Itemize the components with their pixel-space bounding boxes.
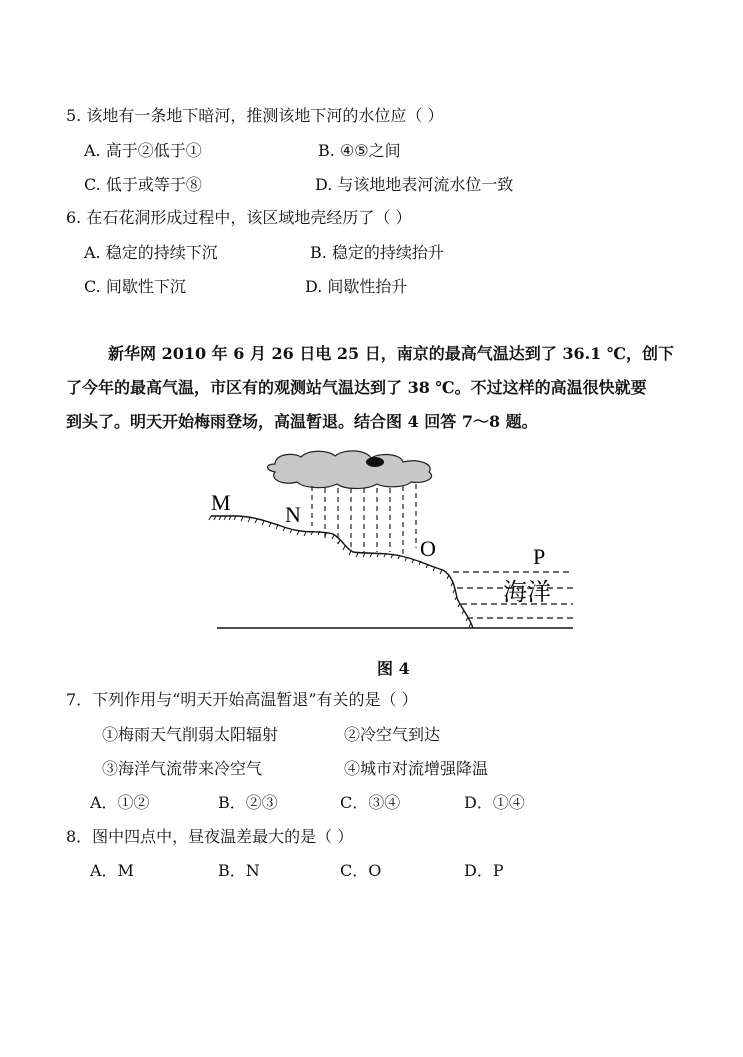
passage-line-2: 了今年的最高气温，市区有的观测站气温达到了 38 ℃。不过这样的高温很快就要	[66, 378, 647, 397]
passage-line-3: 到头了。明天开始梅雨登场，高温暂退。结合图 4 回答 7～8 题。	[66, 412, 538, 431]
label-ocean: 海洋	[503, 578, 551, 606]
q7-item-4: ④城市对流增强降温	[344, 759, 489, 778]
passage-line-1: 新华网 2010 年 6 月 26 日电 25 日，南京的最高气温达到了 36.1 ℃，创下	[108, 344, 675, 363]
q8-stem: 8．图中四点中，昼夜温差最大的是（ ）	[66, 827, 354, 846]
terrain-profile	[211, 516, 473, 628]
q6-option-d: D. 间歇性抬升	[305, 277, 408, 296]
q5-option-c: C. 低于或等于⑧	[84, 175, 202, 194]
label-o: O	[420, 536, 436, 561]
q7-option-a: A．①②	[90, 793, 150, 812]
q5-stem: 5. 该地有一条地下暗河，推测该地下河的水位应（ ）	[66, 106, 444, 125]
label-m: M	[211, 490, 231, 515]
q6-option-b: B. 稳定的持续抬升	[310, 243, 444, 262]
q6-option-a: A. 稳定的持续下沉	[84, 243, 218, 262]
land-hatching	[209, 516, 471, 627]
figure-caption: 图 4	[377, 659, 410, 678]
label-p: P	[533, 544, 546, 569]
q6-option-c: C. 间歇性下沉	[84, 277, 186, 296]
q5-option-a: A. 高于②低于①	[84, 141, 202, 160]
q5-option-d: D. 与该地地表河流水位一致	[315, 175, 514, 194]
q8-option-a: A．M	[90, 861, 134, 880]
q7-item-2: ②冷空气到达	[344, 725, 441, 744]
rain-lines	[312, 484, 416, 554]
q6-stem: 6. 在石花洞形成过程中，该区域地壳经历了（ ）	[66, 208, 412, 227]
q8-option-c: C．O	[340, 861, 382, 880]
q7-stem: 7．下列作用与“明天开始高温暂退”有关的是（ ）	[66, 690, 418, 709]
q7-option-b: B．②③	[218, 793, 278, 812]
q7-item-1: ①梅雨天气削弱太阳辐射	[102, 725, 279, 744]
q7-item-3: ③海洋气流带来冷空气	[102, 759, 263, 778]
q8-option-b: B．N	[218, 861, 260, 880]
rain-cloud-icon	[268, 451, 432, 489]
q7-option-c: C．③④	[340, 793, 401, 812]
q7-option-d: D．①④	[464, 793, 525, 812]
figure-4	[205, 448, 585, 638]
q8-option-d: D．P	[464, 861, 504, 880]
label-n: N	[285, 502, 301, 527]
q5-option-b: B. ④⑤之间	[318, 141, 401, 160]
